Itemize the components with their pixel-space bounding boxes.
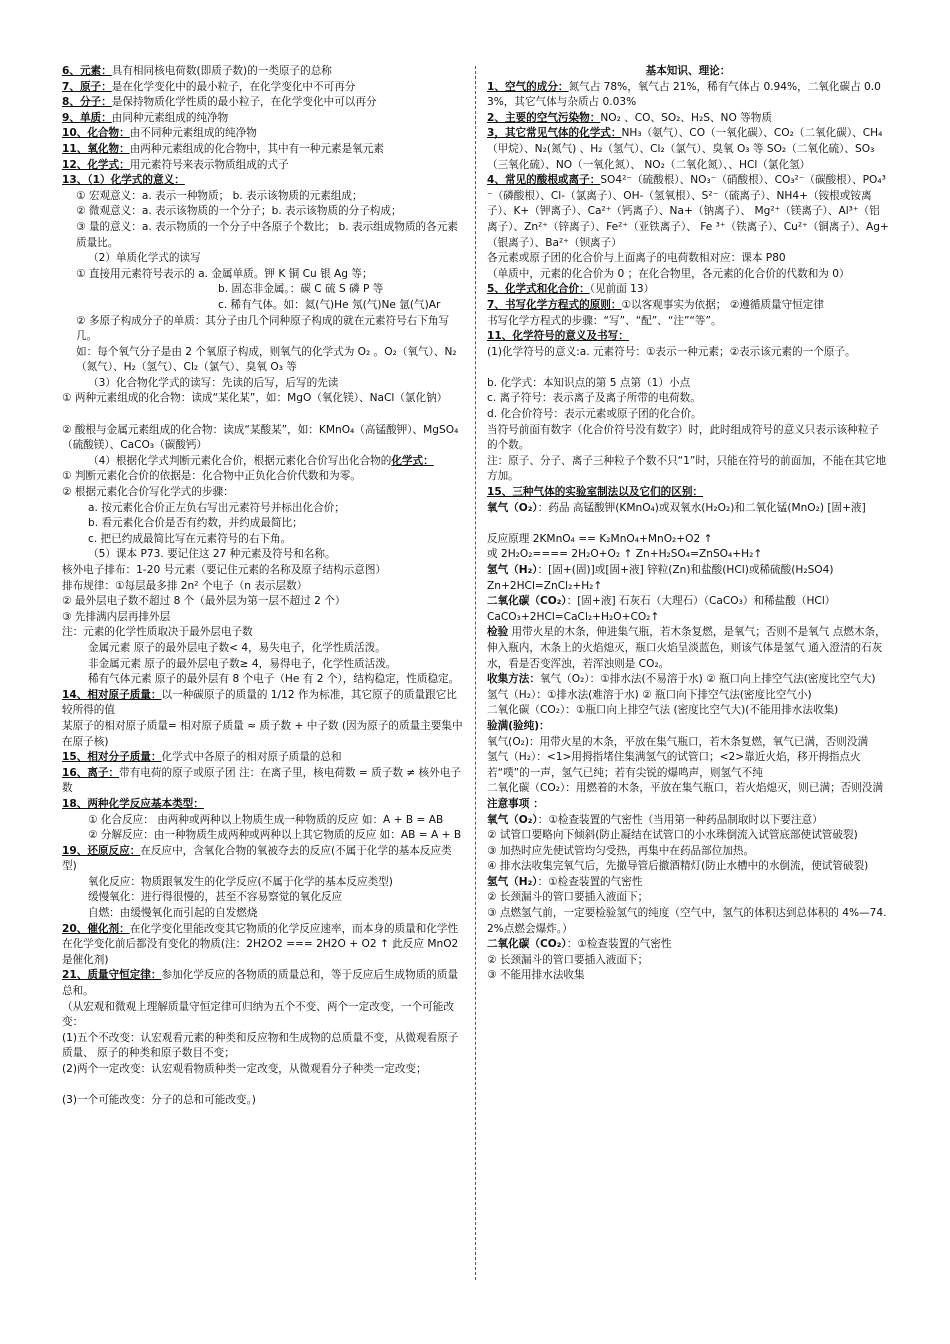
text-line: 核外电子排布：1-20 号元素（要记住元素的名称及原子结构示意图） [62, 564, 387, 576]
text-line: ② 多原子构成分子的单质：其分子由几个同种原子构成的就在元素符号右下角写几。 [76, 314, 450, 343]
text-line: a. 按元素化合价正左负右写出元素符号并标出化合价； [88, 501, 345, 514]
co2-reagents: 二氧化碳（CO₂）：[固+液] 石灰石（大理石）（CaCO₃）和稀盐酸（HCl） [487, 595, 836, 608]
text-line: ③ 不能用排水法收集 [487, 969, 585, 982]
text-line: ② 微观意义：a. 表示该物质的一个分子；b. 表示该物质的分子构成； [76, 205, 402, 218]
section-15-heading: 15、三种气体的实验室制法以及它们的区别： [487, 486, 704, 499]
oxygen-reagents: 氧气（O₂）：药品 高锰酸钾(KMnO₄)或双氧水(H₂O₂)和二氧化锰(MnO₂) [固+液] [487, 501, 866, 514]
text-line: ① 化合反应： 由两种或两种以上物质生成一种物质的反应 如：A + B = AB [88, 813, 444, 826]
spacer [62, 1078, 466, 1094]
text-line: c. 稀有气体。如：氦(气)He 氖(气)Ne 氩(气)Ar [218, 298, 441, 311]
text-line: ④ 排水法收集完氧气后，先撤导管后撤酒精灯(防止水槽中的水倒流，使试管破裂) [487, 860, 869, 873]
text-line: ③ 量的意义：a. 表示物质的一个分子中各原子个数比； b. 表示组成物质的各元素质量比。 [76, 220, 458, 249]
common-ions: 4、常见的酸根或离子：SO4²⁻（硫酸根）、NO₃⁻（硝酸根）、CO₃²⁻（碳酸根）、PO₄³⁻（磷酸根）、Cl-（氯离子）、OH-（氢氧根）、S²⁻（硫离子）、NH4+（铵根或铵离子）、K+（钾离子）、Ca²⁺（钙离子）、Na+（钠离子）、 Mg²⁺（镁离子）、Al³⁺（铝离子）、Zn²⁺（锌离子）、Fe²⁺（亚铁离子）、 Fe ³⁺（铁离子）、Cu²⁺（铜离子）、Ag+（银离子）、Ba²⁺（钡离子） [487, 174, 889, 249]
text-line: (1)五个不改变：认宏观看元素的种类和反应物和生成物的总质量不变，从微观看原子质量、 原子的种类和原子数目不变； [62, 1031, 459, 1060]
definition-element: 6、元素：具有相同核电荷数(即质子数)的一类原子的总称 [62, 65, 332, 77]
text-line: 注：原子、分子、离子三种粒子个数不只“1”时，只能在符号的前面加，不能在其它地方加。 [487, 454, 887, 483]
text-line: （2）单质化学式的读写 [88, 252, 201, 265]
co2-precautions: 二氧化碳（CO₂）：①检查装置的气密性 [487, 938, 672, 951]
text-line: （单质中，元素的化合价为 0 ；在化合物里，各元素的化合价的代数和为 0） [487, 267, 850, 280]
hydrogen-reagents: 氢气（H₂）：[固+(固)]或[固+液] 锌粒(Zn)和盐酸(HCl)或稀硫酸(H₂SO4) [487, 564, 834, 576]
text-line: 自燃：由缓慢氧化而引起的自发燃烧 [88, 907, 258, 920]
text-line: 或 2H₂O₂==== 2H₂O+O₂ ↑ Zn+H₂SO₄=ZnSO₄+H₂↑ [487, 548, 763, 561]
definition-atom: 7、原子：是在化学变化中的最小粒子，在化学变化中不可再分 [62, 80, 356, 93]
definition-mass-conservation: 21、质量守恒定律：参加化学反应的各物质的质量总和，等于反应后生成物质的质量总和。 [62, 969, 459, 998]
text-line: （从宏观和微观上理解质量守恒定律可归纳为五个不变、两个一定改变，一个可能改变： [62, 1000, 454, 1029]
text-line: ② 分解反应：由一种物质生成两种或两种以上其它物质的反应 如：AB = A + B [88, 829, 462, 842]
text-line: （5）课本 P73. 要记住这 27 种元素及符号和名称。 [88, 548, 336, 561]
text-line: 非金属元素 原子的最外层电子数≥ 4，易得电子，化学性质活泼。 [88, 657, 397, 670]
oxygen-precautions: 氧气（O₂）：①检查装置的气密性（当用第一种药品制取时以下要注意） [487, 813, 823, 826]
text-line: 反应原理 2KMnO₄ == K₂MnO₄+MnO₂+O2 ↑ [487, 532, 713, 545]
text-line: ③ 加热时应先使试管均匀受热，再集中在药品部位加热。 [487, 844, 755, 857]
text-line: c. 把已约成最简比写在元素符号的右下角。 [88, 532, 292, 545]
text-line: ② 酸根与金属元素组成的化合物：读成“某酸某”，如：KMnO₄（高锰酸钾）、MgSO₄（硫酸镁）、CaCO₃（碳酸钙） [62, 423, 459, 452]
text-line: b. 固态非金属。：碳 C 硫 S 磷 P 等 [218, 283, 384, 296]
spacer [487, 360, 889, 376]
text-line: ① 判断元素化合价的依据是：化合物中正负化合价代数和为零。 [62, 470, 361, 483]
section-title: 基本知识、理论： [645, 65, 731, 77]
text-line: 若“噗”的一声，氢气已纯；若有尖锐的爆鸣声，则氢气不纯 [487, 766, 763, 779]
collection-method: 收集方法：氧气（O₂）：①排水法(不易溶于水) ② 瓶口向上排空气法(密度比空气大) [487, 673, 876, 686]
spacer [487, 516, 889, 532]
text-line: ② 试管口要略向下倾斜(防止凝结在试管口的小水珠倒流入试管底部使试管破裂) [487, 829, 858, 842]
gas-test: 检验 用带火星的木条，伸进集气瓶，若木条复燃，是氧气；否则不是氧气 点燃木条，伸入瓶内，木条上的火焰熄灭，瓶口火焰呈淡蓝色，则该气体是氢气 通入澄清的石灰水，看是否变浑浊，若浑浊则是 CO₂。 [487, 626, 886, 670]
text-line: （4）根据化学式判断元素化合价，根据元素化合价写出化合物的化学式： [88, 454, 434, 467]
fullness-check-heading: 验满(验纯)： [487, 719, 550, 732]
air-pollutants: 2、主要的空气污染物：NO₂ 、CO、SO₂、H₂S、NO 等物质 [487, 111, 772, 124]
text-line: (2)两个一定改变：认宏观看物质种类一定改变，从微观看分子种类一定改变； [62, 1063, 427, 1075]
column-divider [475, 66, 476, 1280]
text-line: ② 根据元素化合价写化学式的步骤： [62, 486, 234, 499]
text-line: 书写化学方程式的步骤：“写”、“配”、“注”“等”。 [487, 314, 722, 327]
spacer [62, 407, 466, 423]
definition-molecule: 8、分子：是保持物质化学性质的最小粒子，在化学变化中可以再分 [62, 96, 377, 109]
text-line: 氧化反应：物质跟氧发生的化学反应(不属于化学的基本反应类型) [88, 875, 393, 888]
text-line: ③ 点燃氢气前，一定要检验氢气的纯度（空气中，氢气的体积达到总体积的 4%—74.2%点燃会爆炸。） [487, 907, 887, 935]
section-11-heading: 11、化学符号的意义及书写： [487, 330, 629, 343]
definition-reduction: 19、还原反应：在反应中，含氧化合物的氧被夺去的反应(不属于化学的基本反应类型) [62, 844, 452, 873]
text-line: ② 长颈漏斗的管口要插入液面下； [487, 891, 649, 904]
text-line: b. 看元素化合价是否有约数，并约成最简比； [88, 517, 303, 530]
text-line: 缓慢氧化：进行得很慢的，甚至不容易察觉的氧化反应 [88, 891, 343, 904]
text-line: CaCO₃+2HCl=CaCl₂+H₂O+CO₂↑ [487, 610, 660, 623]
text-line: ② 长颈漏斗的管口要插入液面下； [487, 953, 649, 966]
text-line: 氢气（H₂）：<1>用拇指堵住集满氢气的试管口；<2>靠近火焰，移开拇指点火 [487, 751, 861, 764]
definition-elementary-substance: 9、单质：由同种元素组成的纯净物 [62, 111, 229, 124]
text-line: 当符号前面有数字（化合价符号没有数字）时，此时组成符号的意义只表示该种粒子的个数。 [487, 423, 879, 452]
formula-valence: 5、化学式和化合价：（见前面 13） [487, 283, 655, 296]
left-column [62, 64, 466, 1109]
text-line: (1)化学符号的意义:a. 元素符号：①表示一种元素；②表示该元素的一个原子。 [487, 345, 856, 358]
text-line: 二氧化碳（CO₂）：①瓶口向上排空气法 (密度比空气大)(不能用排水法收集) [487, 704, 839, 717]
text-line: 氢气（H₂）：①排水法(难溶于水) ② 瓶口向下排空气法(密度比空气小) [487, 688, 812, 701]
text-line: (3)一个可能改变：分子的总和可能改变。) [62, 1094, 256, 1107]
text-line: ① 直接用元素符号表示的 a. 金属单质。钾 K 铜 Cu 银 Ag 等； [76, 267, 373, 280]
section-13-heading: 13、（1）化学式的意义： [62, 174, 185, 187]
text-line: 氧气(O₂)：用带火星的木条，平放在集气瓶口，若木条复燃，氧气已满，否则没满 [487, 735, 869, 748]
precautions-heading: 注意事项 ： [487, 797, 544, 810]
definition-relative-molecular-mass: 15、相对分子质量：化学式中各原子的相对原子质量的总和 [62, 751, 342, 764]
air-composition: 1、空气的成分：氮气占 78%，氧气占 21%，稀有气体占 0.94%，二氧化碳占 0.03%，其它气体与杂质占 0.03% [487, 80, 881, 109]
equation-principles: 7、书写化学方程式的原则：①以客观事实为依据； ②遵循质量守恒定律 [487, 298, 824, 311]
text-line: 各元素或原子团的化合价与上面离子的电荷数相对应：课本 P80 [487, 252, 786, 265]
text-line: Zn+2HCl=ZnCl₂+H₂↑ [487, 579, 603, 592]
text-line: ① 两种元素组成的化合物：读成“某化某”，如：MgO（氧化镁）、NaCl（氯化钠） [62, 392, 448, 405]
text-line: ③ 先排满内层再排外层 [62, 610, 171, 623]
definition-oxide: 11、氧化物：由两种元素组成的化合物中，其中有一种元素是氧元素 [62, 142, 384, 155]
text-line: 二氧化碳（CO₂）：用燃着的木条，平放在集气瓶口，若火焰熄灭，则已满；否则没满 [487, 782, 884, 795]
text-line: 金属元素 原子的最外层电子数< 4，易失电子，化学性质活泼。 [88, 641, 386, 654]
definition-relative-atomic-mass: 14、相对原子质量：以一种碳原子的质量的 1/12 作为标准，其它原子的质量跟它比较所得的值 [62, 688, 457, 717]
text-line: c. 离子符号：表示离子及离子所带的电荷数。 [487, 392, 701, 405]
text-line: （3）化合物化学式的读写：先读的后写，后写的先读 [88, 376, 339, 389]
common-gases: 3，其它常见气体的化学式：NH₃（氨气）、CO（一氧化碳）、CO₂（二氧化碳）、CH₄（甲烷）、N₂(氮气) 、H₂（氢气）、Cl₂（氯气）、臭氧 O₃ 等 SO₂（二氧化硫）、SO₃（三氧化硫）、NO（一氧化氮）、 NO₂（二氧化氮）、、HCl（氯化氢） [487, 127, 883, 171]
text-line: d. 化合价符号：表示元素或原子团的化合价。 [487, 408, 702, 421]
hydrogen-precautions: 氢气（H₂）：①检查装置的气密性 [487, 875, 643, 888]
text-line: ② 最外层电子数不超过 8 个（最外层为第一层不超过 2 个） [62, 595, 346, 608]
definition-ion: 16、离子：带有电荷的原子或原子团 注：在离子里，核电荷数 = 质子数 ≠ 核外电子数 [62, 766, 461, 795]
text-line: 如：每个氧气分子是由 2 个氧原子构成，则氧气的化学式为 O₂ 。O₂（氧气）、N₂（氮气）、H₂（氢气）、Cl₂（氯气）、臭氧 O₃ 等 [76, 345, 457, 374]
definition-compound: 10、化合物：由不同种元素组成的纯净物 [62, 127, 257, 140]
definition-catalyst: 20、催化剂：在化学变化里能改变其它物质的化学反应速率，而本身的质量和化学性在化学变化前后都没有变化的物质(注：2H2O2 === 2H2O + O2 ↑ 此反应 MnO2 是催化剂) [62, 922, 459, 966]
text-line: b. 化学式：本知识点的第 5 点第（1）小点 [487, 376, 691, 389]
text-line: 注：元素的化学性质取决于最外层电子数 [62, 626, 253, 639]
right-column [487, 64, 889, 984]
text-line: ① 宏观意义：a. 表示一种物质； b. 表示该物质的元素组成； [76, 189, 363, 202]
text-line: 稀有气体元素 原子的最外层有 8 个电子（He 有 2 个），结构稳定，性质稳定。 [88, 673, 460, 686]
section-18-heading: 18、两种化学反应基本类型： [62, 797, 204, 810]
text-line: 某原子的相对原子质量= 相对原子质量 ≈ 质子数 + 中子数 (因为原子的质量主要集中在原子核) [62, 719, 463, 748]
definition-chemical-formula: 12、化学式：用元素符号来表示物质组成的式子 [62, 158, 289, 171]
text-line: 排布规律：①每层最多排 2n² 个电子（n 表示层数） [62, 579, 308, 592]
